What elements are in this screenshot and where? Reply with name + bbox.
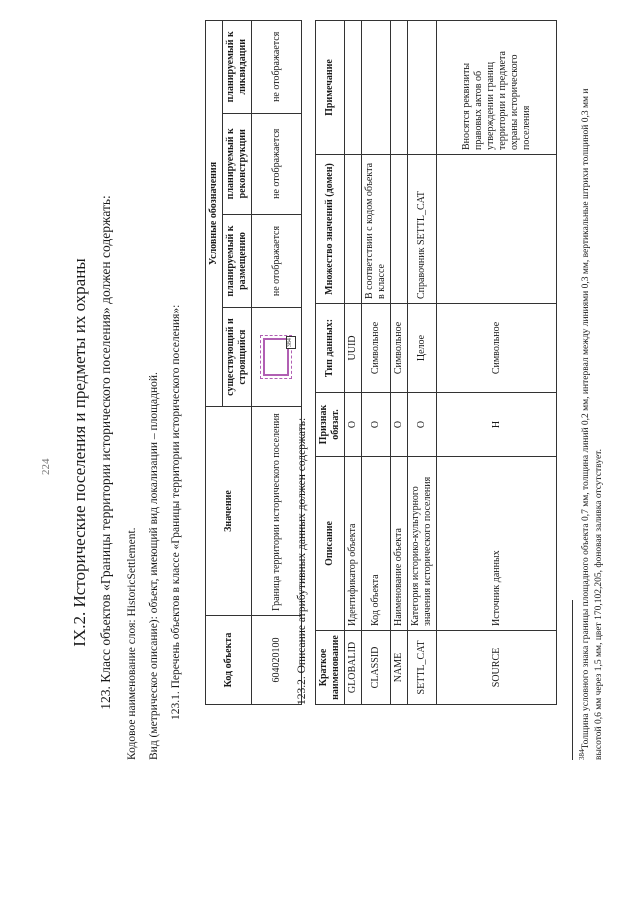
cell-note <box>362 21 391 155</box>
cell-value: Граница территории исторического поселения <box>252 407 302 616</box>
code-line: Кодовое наименование слоя: HistoricSettlement. <box>126 527 138 760</box>
cell-req: Н <box>437 393 557 457</box>
cell-type: Символьное <box>391 304 408 393</box>
th-type: Тип данных: <box>316 304 345 393</box>
table-row <box>437 21 557 705</box>
cell-symbol <box>252 308 302 407</box>
cell-type: UUID <box>345 304 362 393</box>
footnote-ref: 384 <box>578 749 586 760</box>
th-code: Код объекта <box>206 616 252 705</box>
cell-note <box>408 21 437 155</box>
view-line: Вид (метрическое описание): объект, имеющий вид локализации – площадной. <box>148 372 160 760</box>
th-note: Примечание <box>316 21 345 155</box>
boundary-symbol-icon <box>263 338 294 376</box>
attributes-table <box>315 20 557 705</box>
cell-planned-recon: не отображается <box>252 113 302 214</box>
list-caption: 123.1. Перечень объектов в классе «Границы территории исторического поселения»: <box>170 304 182 720</box>
th-desc: Описание <box>316 457 345 631</box>
cell-req: О <box>345 393 362 457</box>
cell-domain: В соответствии с кодом объекта в классе <box>362 155 391 304</box>
cell-short: NAME <box>391 631 408 705</box>
cell-req: О <box>391 393 408 457</box>
footnote <box>578 80 606 760</box>
subsection-title: 123. Класс объектов «Границы территории исторического поселения» должен содержать: <box>98 195 113 710</box>
th-planned-recon: планируемый к реконструкции <box>223 113 252 214</box>
th-value: Значение <box>206 407 252 616</box>
cell-domain <box>391 155 408 304</box>
table-row <box>391 21 408 705</box>
cell-desc: Источник данных <box>437 457 557 631</box>
cell-short: CLASSID <box>362 631 391 705</box>
footnote-text: Толщина условного знака границы площадного объекта 0,7 мм, толщина линий 0,2 мм, интервал между линиями 0,3 мм, вертикальные штрихи толщиной 0,3 мм и высотой 0,6 мм через 1,5 мм, цвет 170,102,205, фоновая заливка отсутствует. <box>581 88 604 760</box>
cell-req: О <box>408 393 437 457</box>
cell-req: О <box>362 393 391 457</box>
table-row <box>345 21 362 705</box>
th-existing: существующий и строящийся <box>223 308 252 407</box>
section-title: IX.2. Исторические поселения и предметы их охраны <box>70 258 89 647</box>
page-number: 224 <box>40 458 52 475</box>
cell-short: SETTL_CAT <box>408 631 437 705</box>
table-row <box>408 21 437 705</box>
cell-type: Символьное <box>362 304 391 393</box>
symbol-footnote-ref: 384 <box>286 336 295 349</box>
cell-code: 604020100 <box>252 616 302 705</box>
th-req: Признак обязат. <box>316 393 345 457</box>
cell-note <box>345 21 362 155</box>
objects-table <box>205 20 302 705</box>
attr-caption: 123.2. Описание атрибутивных данных должен содержать: <box>296 417 308 705</box>
th-short: Краткое наименование <box>316 631 345 705</box>
cell-planned-liquid: не отображается <box>252 21 302 114</box>
cell-domain: Справочник SETTL_CAT <box>408 155 437 304</box>
cell-domain <box>437 155 557 304</box>
cell-desc: Категория историко-культурного значения исторического поселения <box>408 457 437 631</box>
table-row <box>362 21 391 705</box>
cell-type: Целое <box>408 304 437 393</box>
cell-note: Вносятся реквизиты правовых актов об утверждении границ территории и предмета охраны исторического поселения <box>437 21 557 155</box>
cell-desc: Код объекта <box>362 457 391 631</box>
th-planned-place: планируемый к размещению <box>223 214 252 307</box>
cell-short: SOURCE <box>437 631 557 705</box>
th-legend: Условные обозначения <box>206 21 223 407</box>
cell-desc: Наименование объекта <box>391 457 408 631</box>
th-domain: Множество значений (домен) <box>316 155 345 304</box>
cell-domain <box>345 155 362 304</box>
cell-type: Символьное <box>437 304 557 393</box>
cell-desc: Идентификатор объекта <box>345 457 362 631</box>
cell-short: GLOBALID <box>345 631 362 705</box>
cell-note <box>391 21 408 155</box>
footnote-separator <box>572 600 573 760</box>
cell-planned-place: не отображается <box>252 214 302 307</box>
th-planned-liquid: планируемый к ликвидации <box>223 21 252 114</box>
